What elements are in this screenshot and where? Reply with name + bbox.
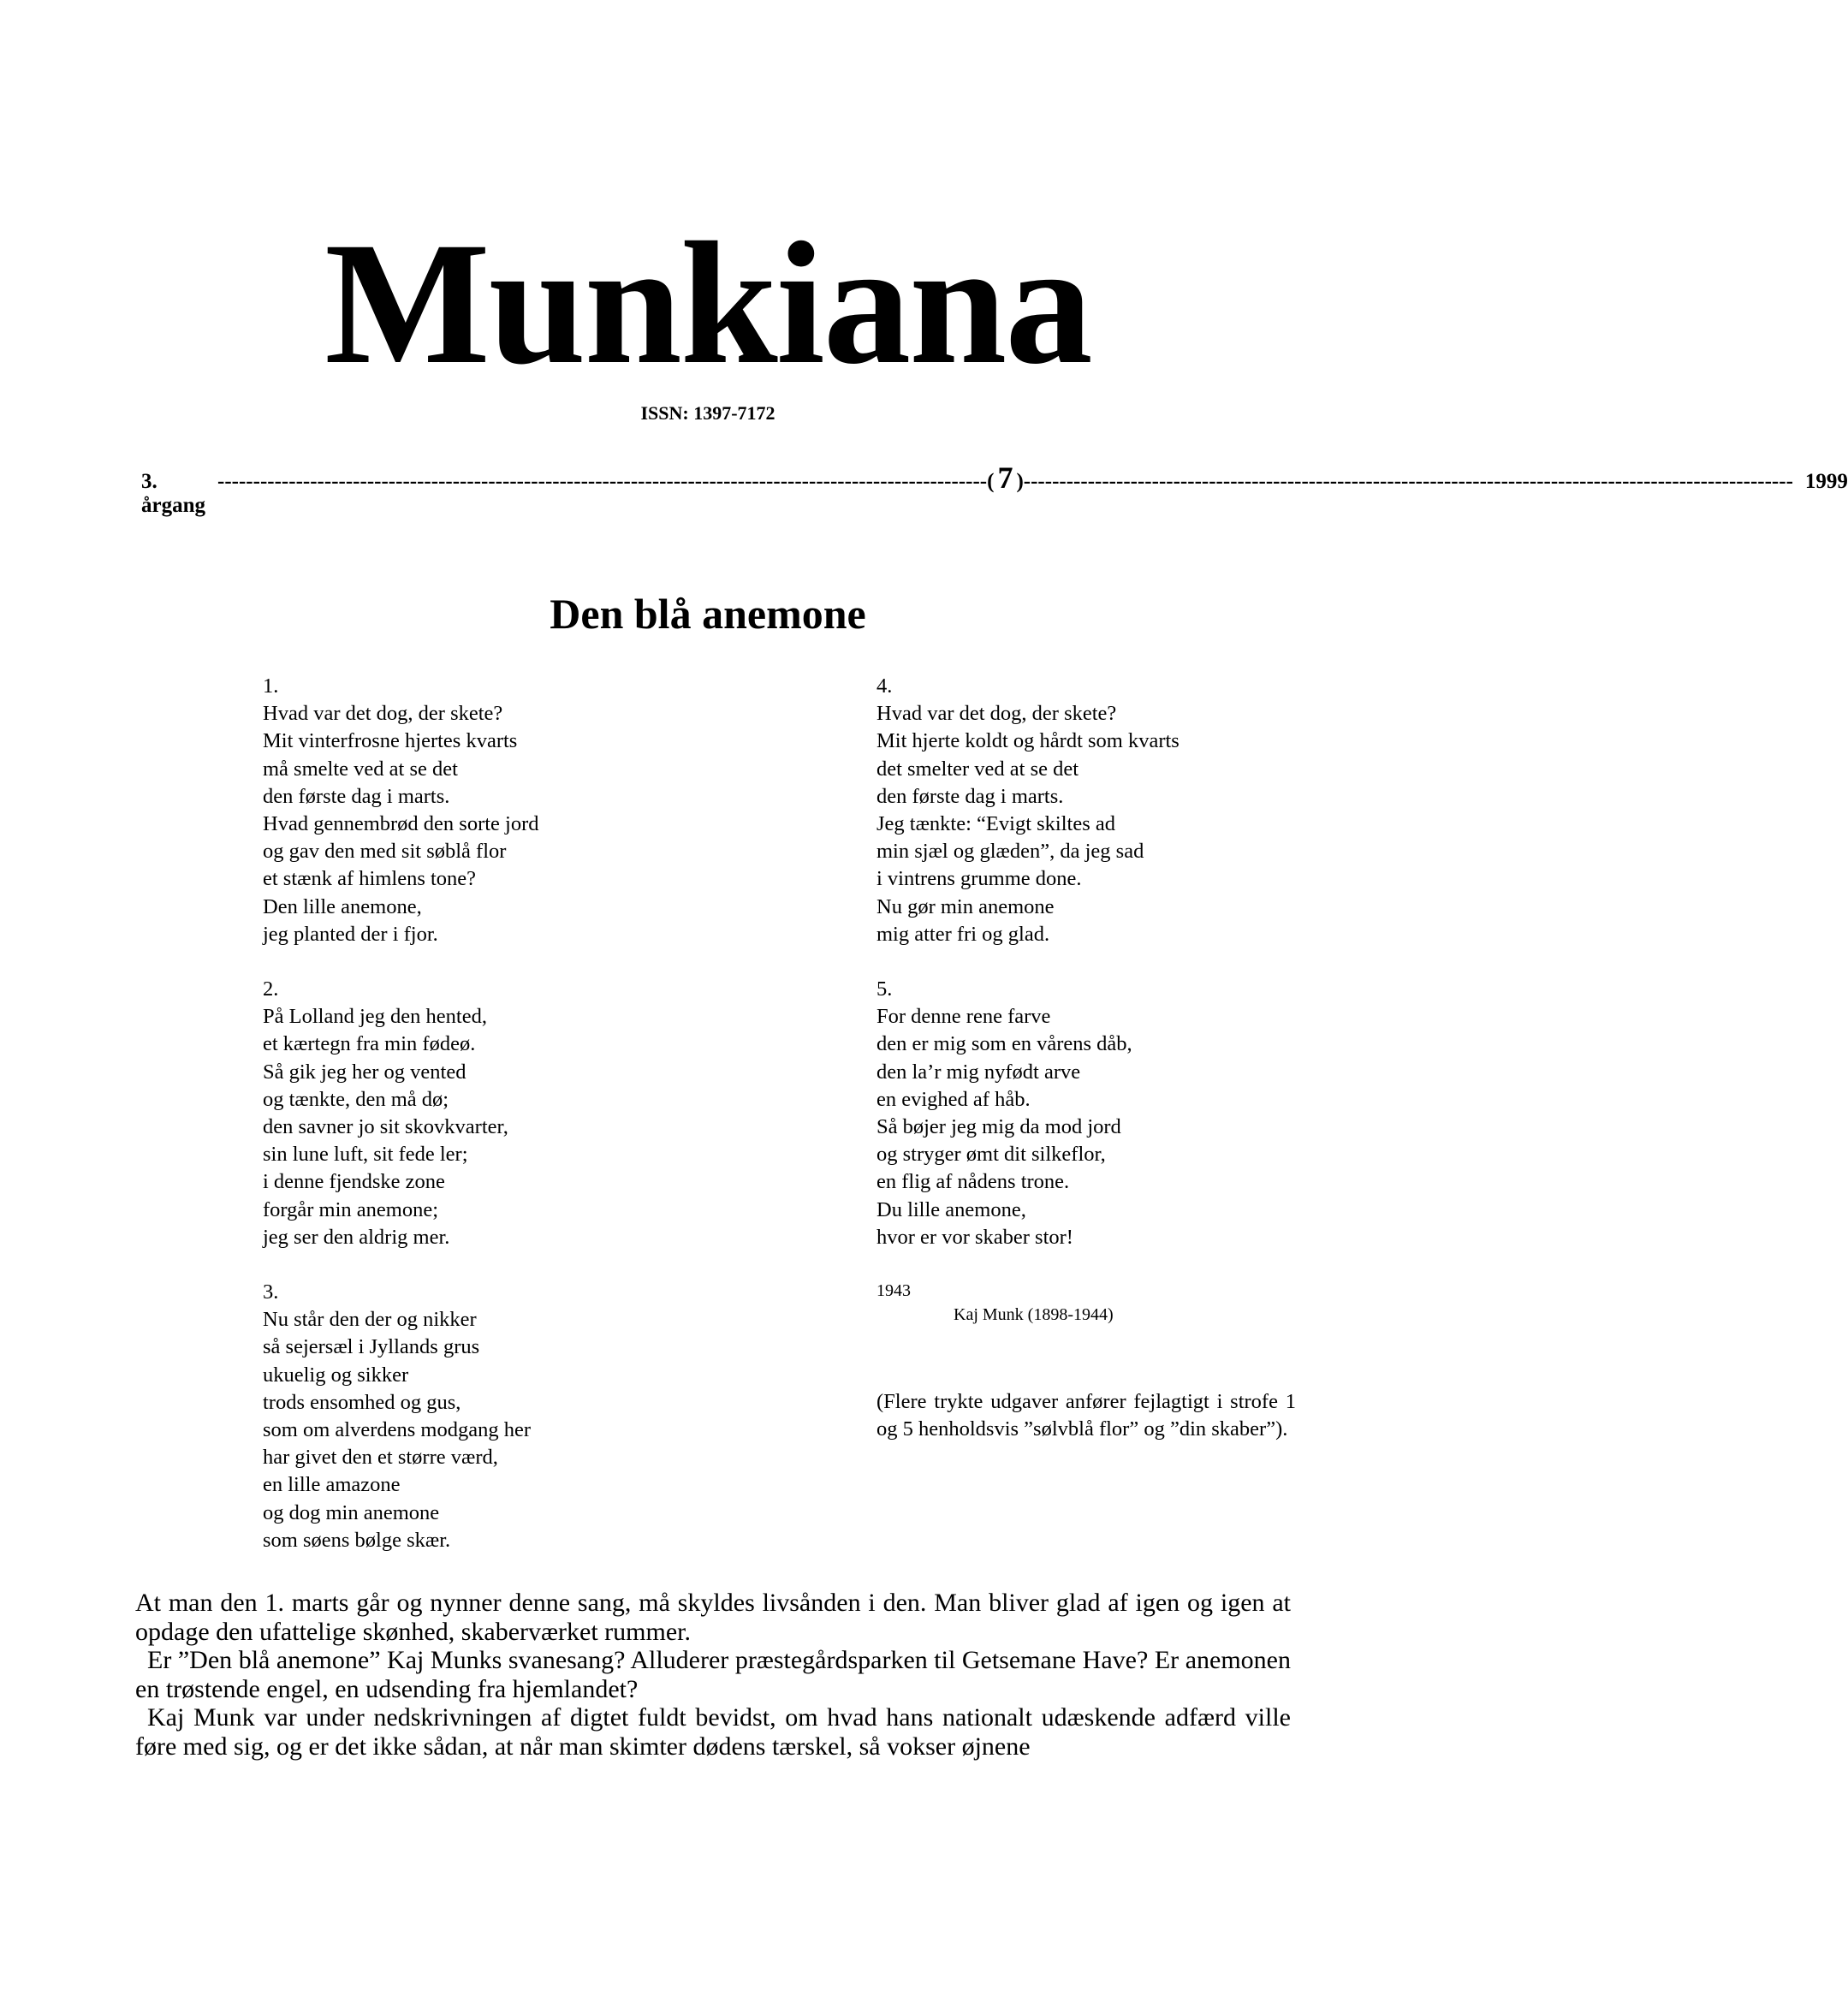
verse-line: På Lolland jeg den hented, (263, 1005, 487, 1029)
verse-line: den første dag i marts. (263, 784, 450, 808)
volume-line (141, 460, 1848, 518)
poem-year: 1943 (876, 1281, 911, 1301)
verse-line: den er mig som en vårens dåb, (876, 1032, 1132, 1056)
divider-dashes-right: ------------------------------------------------------------------------------------------------------------ (1023, 470, 1793, 493)
editorial-note: (Flere trykte udgaver anfører fejlagtigt i strofe 1 og 5 henholdsvis ”sølvblå flor” og ”din skaber”). (876, 1390, 1296, 1441)
stanza (263, 976, 742, 1251)
stanza-number: 4. (876, 674, 893, 698)
volume-label: 3. årgang (141, 470, 205, 517)
verse-line: i denne fjendske zone (263, 1170, 445, 1194)
verse-line: et kærtegn fra min fødeø. (263, 1032, 476, 1056)
verse-line: Hvad gennembrød den sorte jord (263, 812, 539, 836)
stanza (876, 976, 1304, 1251)
verse-line: Nu gør min anemone (876, 894, 1055, 918)
poem-column-right (876, 673, 1304, 1443)
poem-title: Den blå anemone (550, 590, 866, 638)
verse-line: For denne rene farve (876, 1005, 1051, 1029)
stanza-number: 3. (263, 1280, 279, 1304)
verse-line: mig atter fri og glad. (876, 922, 1050, 946)
divider-dashes-left: ------------------------------------------------------------------------------------------------------------ (217, 470, 988, 493)
issue-number: 7 (997, 460, 1013, 495)
issue-close-paren: ) (1016, 470, 1024, 493)
verse-line: Hvad var det dog, der skete? (876, 702, 1117, 726)
verse-line: har givet den et større værd, (263, 1446, 498, 1470)
paragraph: At man den 1. marts går og nynner denne sang, må skyldes livsånden i den. Man bliver glad af igen og igen at opdage den ufattelige skønhed, skaberværket rummer. (135, 1589, 1291, 1646)
poem-column-left (263, 673, 742, 1582)
verse-line: ukuelig og sikker (263, 1363, 409, 1387)
verse-line: en lille amazone (263, 1473, 401, 1497)
poem-author: Kaj Munk (1898-1944) (954, 1305, 1114, 1325)
stanza-number: 2. (263, 977, 279, 1001)
verse-line: jeg planted der i fjor. (263, 922, 438, 946)
verse-line: Mit hjerte koldt og hårdt som kvarts (876, 729, 1180, 753)
verse-line: Den lille anemone, (263, 894, 422, 918)
verse-line: en flig af nådens trone. (876, 1170, 1070, 1194)
paragraph: Er ”Den blå anemone” Kaj Munks svanesang? Alluderer præstegårdsparken til Getsemane Have? Er anemonen en trøstende engel, en udsending fra hjemlandet? (135, 1646, 1291, 1703)
stanza-number: 1. (263, 674, 279, 698)
verse-line: jeg ser den aldrig mer. (263, 1225, 450, 1249)
verse-line: den første dag i marts. (876, 784, 1064, 808)
issue-open-paren: ( (987, 470, 995, 493)
issn-label: ISSN: 1397-7172 (640, 402, 775, 424)
verse-line: et stænk af himlens tone? (263, 867, 477, 891)
verse-line: og stryger ømt dit silkeflor, (876, 1143, 1106, 1167)
article-body (135, 1589, 1291, 1761)
masthead-title: Munkiana (324, 206, 1091, 401)
verse-line: som om alverdens modgang her (263, 1418, 531, 1442)
verse-line: må smelte ved at se det (263, 757, 458, 781)
stanza-number: 5. (876, 977, 893, 1001)
verse-line: det smelter ved at se det (876, 757, 1079, 781)
stanza (263, 1279, 742, 1554)
verse-line: Nu står den der og nikker (263, 1308, 477, 1332)
verse-line: og dog min anemone (263, 1500, 440, 1524)
verse-line: og tænkte, den må dø; (263, 1087, 449, 1111)
verse-line: trods ensomhed og gus, (263, 1390, 461, 1414)
verse-line: forgår min anemone; (263, 1197, 439, 1221)
verse-line: en evighed af håb. (876, 1087, 1031, 1111)
stanza (263, 673, 742, 948)
verse-line: Så gik jeg her og vented (263, 1060, 466, 1084)
verse-line: Jeg tænkte: “Evigt skiltes ad (876, 812, 1115, 836)
year-label: 1999 (1804, 470, 1848, 493)
verse-line: den la’r mig nyfødt arve (876, 1060, 1081, 1084)
verse-line: så sejersæl i Jyllands grus (263, 1335, 480, 1359)
verse-line: Mit vinterfrosne hjertes kvarts (263, 729, 518, 753)
stanza (876, 673, 1304, 948)
verse-line: den savner jo sit skovkvarter, (263, 1115, 508, 1139)
verse-line: i vintrens grumme done. (876, 867, 1082, 891)
verse-line: og gav den med sit søblå flor (263, 840, 507, 864)
verse-line: hvor er vor skaber stor! (876, 1225, 1073, 1249)
paragraph: Kaj Munk var under nedskrivningen af digtet fuldt bevidst, om hvad hans nationalt udæskende adfærd ville føre med sig, og er det ikke sådan, at når man skimter dødens tærskel, så vokser øjnene (135, 1703, 1291, 1761)
verse-line: Du lille anemone, (876, 1197, 1026, 1221)
verse-line: Så bøjer jeg mig da mod jord (876, 1115, 1121, 1139)
verse-line: som søens bølge skær. (263, 1528, 451, 1552)
verse-line: Hvad var det dog, der skete? (263, 702, 503, 726)
verse-line: sin lune luft, sit fede ler; (263, 1143, 468, 1167)
verse-line: min sjæl og glæden”, da jeg sad (876, 840, 1144, 864)
